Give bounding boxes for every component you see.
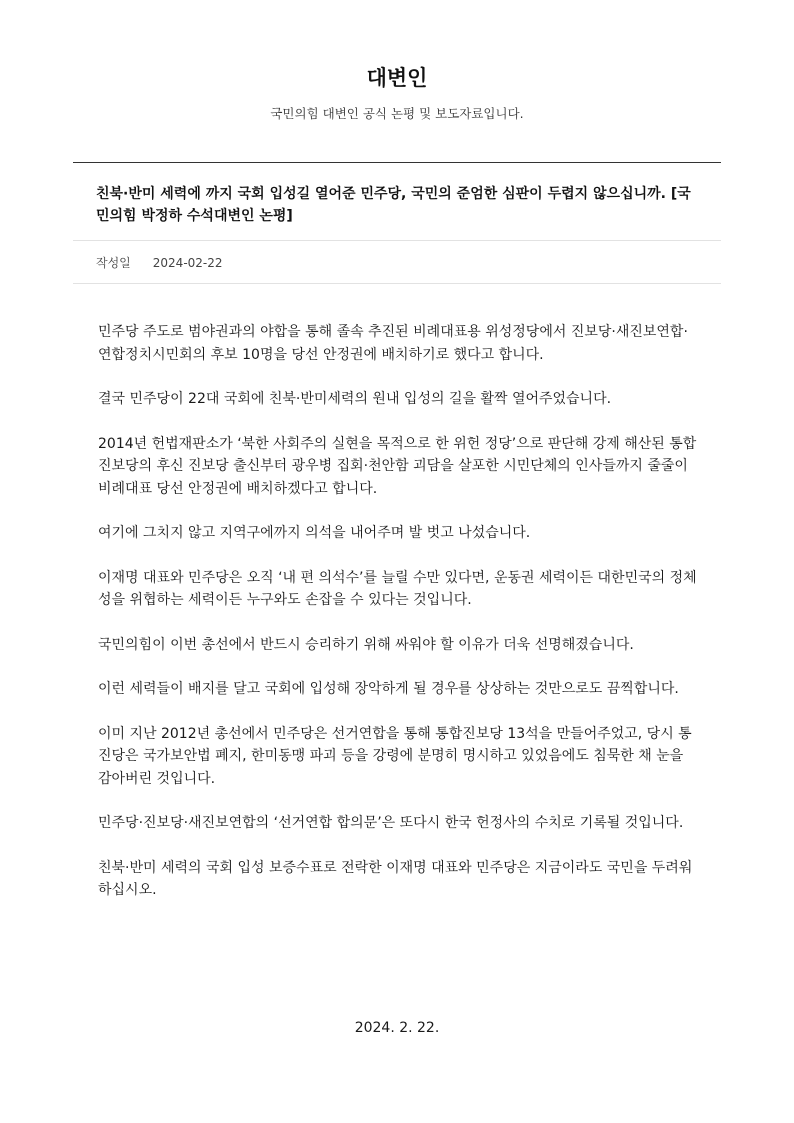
- meta-label: 작성일: [96, 256, 131, 270]
- paragraph: 이미 지난 2012년 총선에서 민주당은 선거연합을 통해 통합진보당 13석을 만들어주었고, 당시 통진당은 국가보안법 폐지, 한미동맹 파괴 등을 강령에 분명히 명시하고 있었음에도 침묵한 채 눈을 감아버린 것입니다.: [98, 725, 692, 787]
- site-subtitle: 국민의힘 대변인 공식 논평 및 보도자료입니다.: [270, 106, 524, 121]
- header-divider: [73, 162, 721, 163]
- site-title: 대변인: [366, 66, 428, 90]
- paragraph: 국민의힘이 이번 총선에서 반드시 승리하기 위해 싸워야 할 이유가 더욱 선명해졌습니다.: [98, 636, 634, 653]
- paragraph: 이재명 대표와 민주당은 오직 ‘내 편 의석수’를 늘릴 수만 있다면, 운동권 세력이든 대한민국의 정체성을 위협하는 세력이든 누구와도 손잡을 수 있다는 것입니다.: [98, 569, 697, 608]
- paragraph: 여기에 그치지 않고 지역구에까지 의석을 내어주며 발 벗고 나섰습니다.: [98, 525, 531, 541]
- paragraph: 결국 민주당이 22대 국회에 친북·반미세력의 원내 입성의 길을 활짝 열어주었습니다.: [98, 391, 612, 407]
- paragraph: 친북·반미 세력의 국회 입성 보증수표로 전락한 이재명 대표와 민주당은 지금이라도 국민을 두려워하십시오.: [98, 859, 693, 898]
- article-date: 2024-02-22: [152, 256, 223, 270]
- title-divider: [73, 240, 721, 241]
- paragraph: 민주당·진보당·새진보연합의 ‘선거연합 합의문’은 또다시 한국 헌정사의 수치로 기록될 것입니다.: [98, 815, 684, 831]
- article-meta: [96, 254, 223, 271]
- meta-divider: [73, 283, 721, 284]
- paragraph: 2014년 헌법재판소가 ‘북한 사회주의 실현을 목적으로 한 위헌 정당’으로 판단해 강제 해산된 통합진보당의 후신 진보당 출신부터 광우병 집회·천안함 괴담을 살포한 시민단체의 인사들까지 줄줄이 비례대표 당선 안정권에 배치하겠다고 합니다.: [98, 435, 697, 497]
- paragraph: 이런 세력들이 배지를 달고 국회에 입성해 장악하게 될 경우를 상상하는 것만으로도 끔찍합니다.: [98, 681, 679, 697]
- article-title: 친북·반미 세력에 까지 국회 입성길 열어준 민주당, 국민의 준엄한 심판이 두렵지 않으십니까. [국민의힘 박정하 수석대변인 논평]: [96, 186, 691, 224]
- paragraph: 민주당 주도로 범야권과의 야합을 통해 졸속 추진된 비례대표용 위성정당에서 진보당·새진보연합·연합정치시민회의 후보 10명을 당선 안정권에 배치하기로 했다고 합니다.: [98, 324, 688, 363]
- sign-date: 2024. 2. 22.: [354, 1020, 440, 1036]
- article-body: [98, 321, 698, 924]
